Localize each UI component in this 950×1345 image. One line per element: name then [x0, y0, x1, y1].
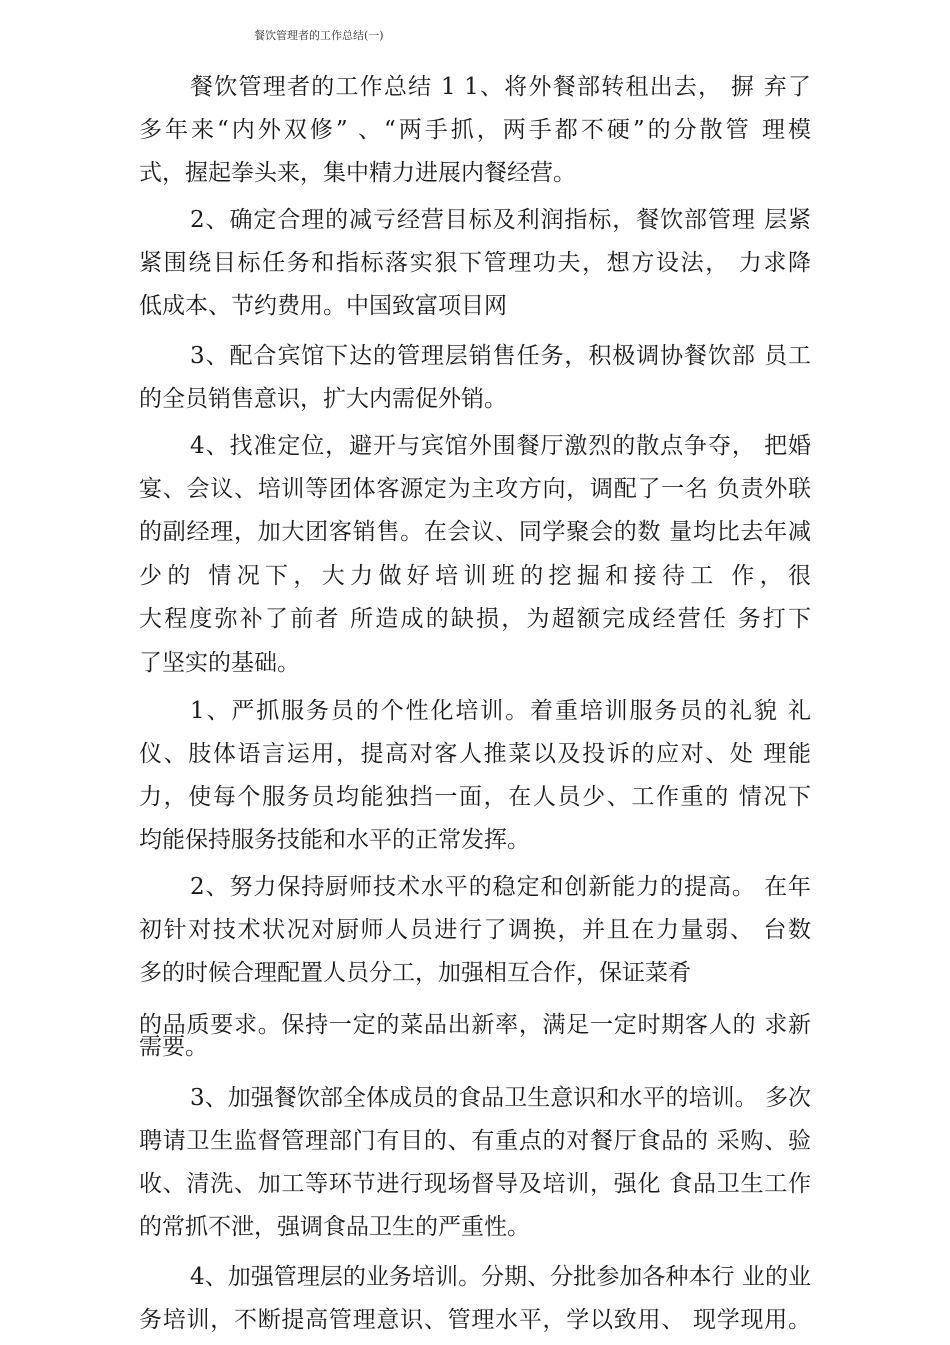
text-line: 的全员销售意识，扩大内需促外销。	[139, 386, 507, 412]
text-line: 2、确定合理的减亏经营目标及利润指标，餐饮部管理 层紧	[190, 207, 811, 233]
text-line: 收、清洗、加工等环节进行现场督导及培训，强化 食品卫生工作	[139, 1171, 811, 1197]
text-line: 多年来“内外双修” 、“两手抓，两手都不硬”的分散管 理模	[139, 117, 811, 143]
text-line: 均能保持服务技能和水平的正常发挥。	[139, 827, 530, 853]
page-header: 餐饮管理者的工作总结(一)	[254, 29, 384, 42]
text-line: 少的 情况下，大力做好培训班的挖掘和接待工 作，很	[139, 563, 811, 589]
text-line: 大程度弥补了前者 所造成的缺损，为超额完成经营任 务打下	[139, 606, 811, 632]
text-line: 3、配合宾馆下达的管理层销售任务，积极调协餐饮部 员工	[190, 343, 811, 369]
text-line: 宴、会议、培训等团体客源定为主攻方向，调配了一名 负责外联	[139, 476, 811, 502]
text-line: 紧围绕目标任务和指标落实狠下管理功夫，想方设法， 力求降	[139, 250, 811, 276]
text-line: 4、加强管理层的业务培训。分期、分批参加各种本行 业的业	[190, 1264, 811, 1290]
text-line: 的副经理，加大团客销售。在会议、同学聚会的数 量均比去年减	[139, 519, 811, 545]
text-line: 了坚实的基础。	[139, 650, 300, 676]
text-line: 的常抓不泄，强调食品卫生的严重性。	[139, 1214, 530, 1240]
text-line: 务培训，不断提高管理意识、管理水平，学以致用、 现学现用。	[139, 1307, 811, 1333]
text-line: 餐饮管理者的工作总结 1 1、将外餐部转租出去， 摒 弃了	[190, 74, 811, 100]
text-line: 聘请卫生监督管理部门有目的、有重点的对餐厅食品的 采购、验	[139, 1128, 811, 1154]
text-line: 力，使每个服务员均能独挡一面，在人员少、工作重的 情况下	[139, 784, 811, 810]
text-line: 需要。	[139, 1034, 208, 1060]
text-line: 1、严抓服务员的个性化培训。着重培训服务员的礼貌 礼	[190, 698, 811, 724]
text-line: 4、找准定位，避开与宾馆外围餐厅激烈的散点争夺， 把婚	[190, 433, 811, 459]
text-line: 式，握起拳头来，集中精力进展内餐经营。	[139, 160, 576, 186]
text-line: 的品质要求。保持一定的菜品出新率，满足一定时期客人的 求新	[139, 1012, 811, 1038]
text-line: 初针对技术状况对厨师人员进行了调换，并且在力量弱、 台数	[139, 917, 811, 943]
text-line: 低成本、节约费用。中国致富项目网	[139, 293, 507, 319]
text-line: 仪、肢体语言运用，提高对客人推菜以及投诉的应对、处 理能	[139, 741, 811, 767]
text-line: 2、努力保持厨师技术水平的稳定和创新能力的提高。 在年	[190, 874, 811, 900]
text-line: 3、加强餐饮部全体成员的食品卫生意识和水平的培训。 多次	[190, 1085, 811, 1111]
text-line: 多的时候合理配置人员分工，加强相互合作，保证菜肴	[139, 960, 691, 986]
